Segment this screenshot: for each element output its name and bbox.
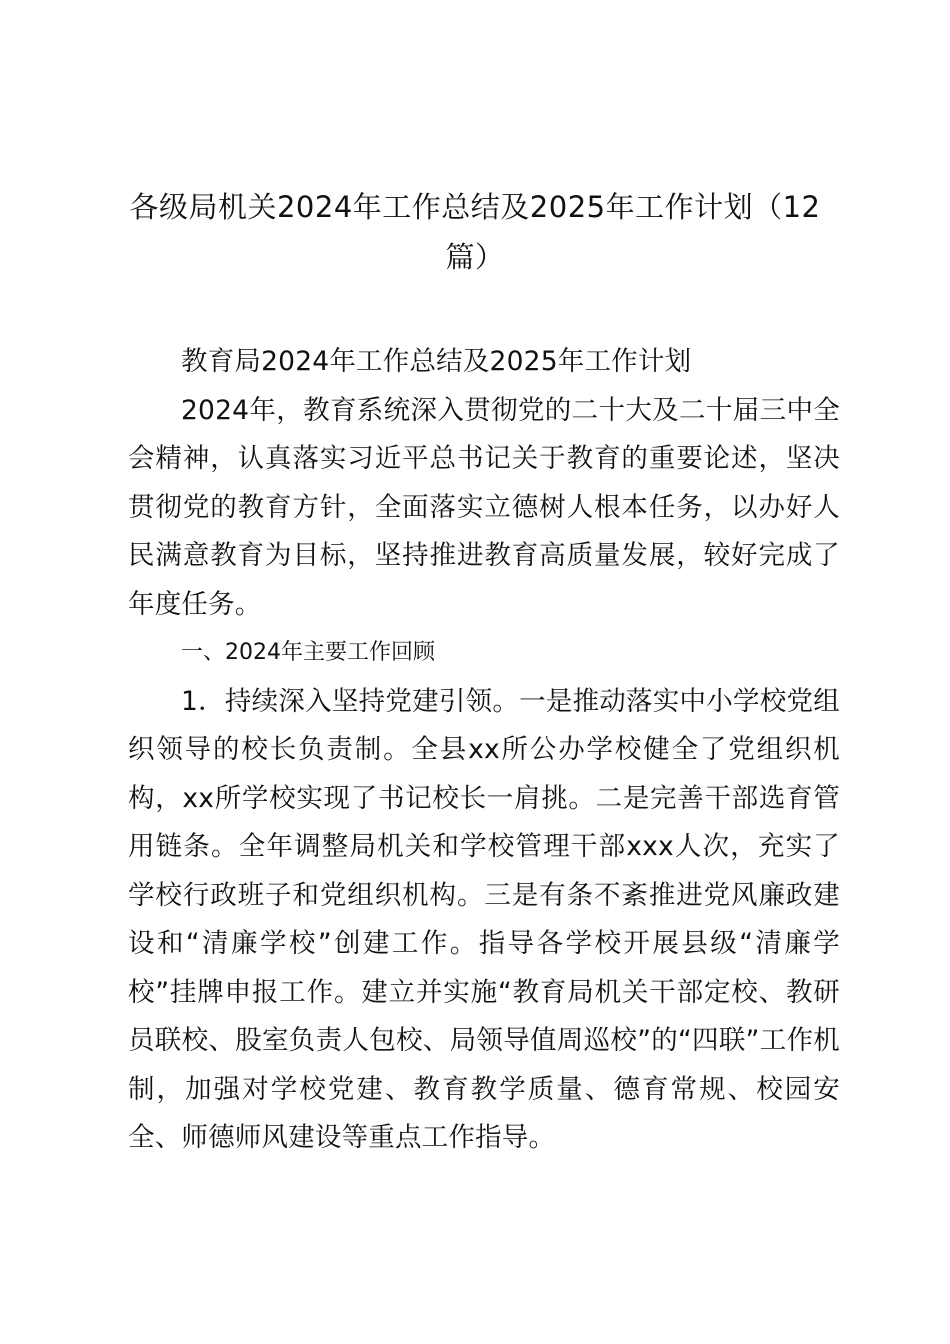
document-body (128, 338, 840, 1163)
section-subtitle: 教育局2024年工作总结及2025年工作计划 (181, 346, 692, 377)
section-heading: 一、2024年主要工作回顾 (181, 640, 435, 665)
document-title: 各级局机关2024年工作总结及2025年工作计划（12篇） (129, 190, 821, 274)
intro-paragraph: 2024年，教育系统深入贯彻党的二十大及二十届三中全会精神，认真落实习近平总书记关于教育的重要论述，坚决贯彻党的教育方针，全面落实立德树人根本任务，以办好人民满意教育为目标，坚持推进教育高质量发展，较好完成了年度任务。 (128, 394, 840, 620)
item-paragraph: 1．持续深入坚持党建引领。一是推动落实中小学校党组织领导的校长负责制。全县xx所公办学校健全了党组织机构，xx所学校实现了书记校长一肩挑。二是完善干部选育管用链条。全年调整局机关和学校管理干部xxx人次，充实了学校行政班子和党组织机构。三是有条不紊推进党风廉政建设和“清廉学校”创建工作。指导各学校开展县级“清廉学校”挂牌申报工作。建立并实施“教育局机关干部定校、教研员联校、股室负责人包校、局领导值周巡校”的“四联”工作机制，加强对学校党建、教育教学质量、德育常规、校园安全、师德师风建设等重点工作指导。 (128, 685, 840, 1153)
